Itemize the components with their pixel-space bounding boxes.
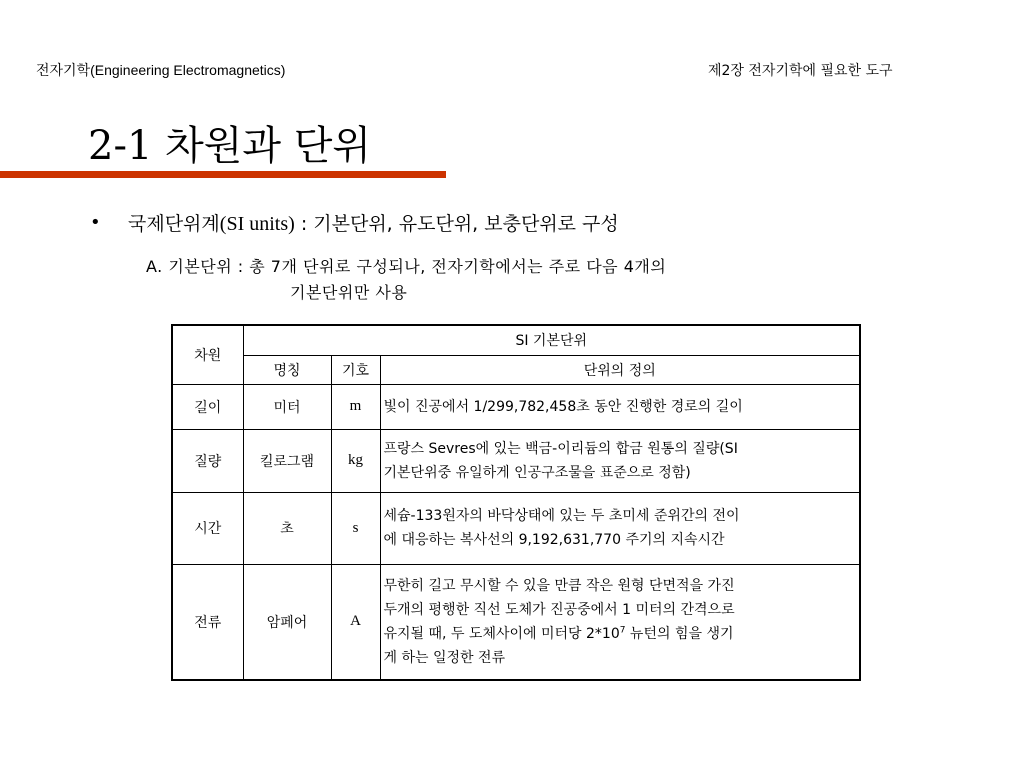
header-course-korean: 전자기학 [36, 63, 91, 79]
definition-line: 에 대응하는 복사선의 9,192,631,770 주기의 지속시간 [383, 532, 725, 548]
cell-definition [380, 492, 860, 564]
cell-definition [380, 564, 860, 680]
cell-symbol: s [331, 492, 380, 564]
cell-name: 킬로그램 [243, 429, 331, 492]
bullet-lead: 국제단위계 [128, 213, 220, 235]
table-row [172, 564, 860, 680]
definition-line: 두개의 평행한 직선 도체가 진공중에서 1 미터의 간격으로 [383, 601, 735, 618]
header-symbol: 기호 [331, 355, 380, 384]
table-header-row [172, 325, 860, 355]
cell-definition [380, 429, 860, 492]
definition-line [384, 622, 858, 646]
subpoint-line2: 기본단위만 사용 [290, 283, 408, 302]
cell-name: 미터 [243, 384, 331, 429]
header-name: 명칭 [243, 355, 331, 384]
cell-symbol: kg [331, 429, 380, 492]
bullet-marker: • [90, 212, 101, 233]
definition-line: 게 하는 일정한 전류 [383, 649, 506, 666]
definition-line: 세슘-133원자의 바닥상태에 있는 두 초미세 준위간의 전이 [383, 508, 740, 524]
cell-dimension: 길이 [172, 384, 243, 429]
definition-line: 프랑스 Sevres에 있는 백금-이리듐의 합금 원통의 질량(SI [383, 440, 738, 457]
table-row [172, 384, 860, 429]
cell-symbol: A [331, 564, 380, 680]
definition-text: 유지될 때, 두 도체사이에 미터당 2*10 [383, 625, 620, 642]
subpoint-line1: A. 기본단위 : 총 7개 단위로 구성되나, 전자기학에서는 주로 다음 4개의 [146, 257, 667, 276]
header-dimension: 차원 [172, 325, 243, 384]
bullet-rest: : 기본단위, 유도단위, 보충단위로 구성 [294, 213, 619, 235]
definition-line: 기본단위중 유일하게 인공구조물을 표준으로 정함) [383, 464, 691, 481]
title-underline [0, 171, 446, 178]
cell-dimension: 시간 [172, 492, 243, 564]
slide-title: 2-1 차원과 단위 [88, 123, 372, 169]
bullet-text [128, 209, 619, 236]
si-base-units-table [171, 324, 861, 681]
definition-text: 뉴턴의 힘을 생기 [625, 625, 734, 642]
exponent: 7 [619, 625, 626, 636]
table-row [172, 492, 860, 564]
cell-name: 초 [243, 492, 331, 564]
cell-symbol: m [331, 384, 380, 429]
header-definition: 단위의 정의 [380, 355, 860, 384]
header-si-base-units: SI 기본단위 [243, 325, 860, 355]
cell-definition: 빛이 진공에서 1/299,782,458초 동안 진행한 경로의 길이 [380, 384, 860, 429]
cell-name: 암페어 [243, 564, 331, 680]
table-subheader-row [172, 355, 860, 384]
cell-dimension: 질량 [172, 429, 243, 492]
header-left [36, 60, 285, 80]
cell-dimension: 전류 [172, 564, 243, 680]
header-chapter: 제2장 전자기학에 필요한 도구 [708, 63, 893, 79]
bullet-si-units: (SI units) [219, 213, 295, 235]
header-course-english: (Engineering Electromagnetics) [90, 62, 286, 78]
definition-line: 무한히 길고 무시할 수 있을 만큼 작은 원형 단면적을 가진 [383, 577, 735, 594]
table-row [172, 429, 860, 492]
